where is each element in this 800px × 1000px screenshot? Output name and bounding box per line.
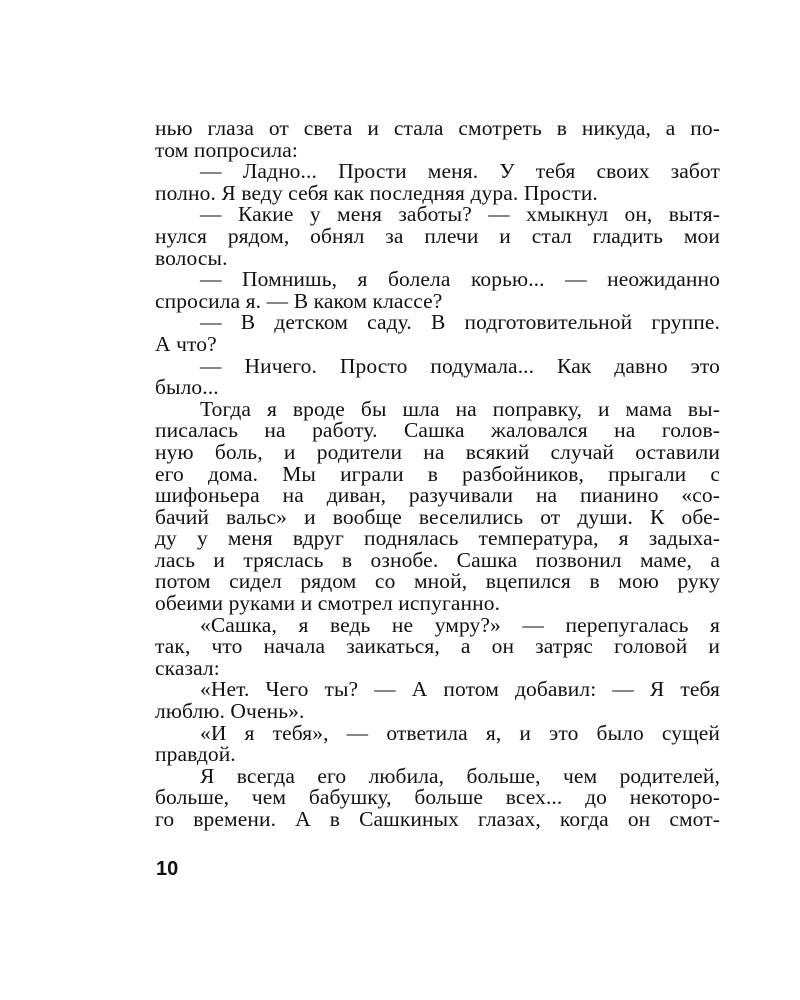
text-line: том попросила:: [155, 137, 298, 162]
text-line: «И я тебя», — ответила я, и это было сущей: [200, 720, 720, 745]
text-line: «Сашка, я ведь не умру?» — перепугалась я: [200, 612, 720, 637]
text-line: спросила я. — В каком классе?: [155, 288, 443, 313]
text-line: — Ничего. Просто подумала... Как давно это: [200, 353, 720, 378]
text-line: потом сидел рядом со мной, вцепился в мою руку: [155, 569, 720, 594]
text-line: — Помнишь, я болела корью... — неожиданно: [200, 267, 720, 292]
text-line: ду у меня вдруг поднялась температура, я задыха-: [155, 526, 720, 551]
text-line: больше, чем бабушку, больше всех... до некоторо-: [155, 785, 720, 810]
text-line: полно. Я веду себя как последняя дура. Прости.: [155, 180, 598, 205]
text-line: нью глаза от света и стала смотреть в никуда, а по-: [155, 116, 720, 140]
text-line: лась и тряслась в ознобе. Сашка позвонил маме, а: [155, 547, 720, 572]
text-line: шифоньера на диван, разучивали на пианино «со-: [155, 483, 720, 508]
text-line: люблю. Очень».: [155, 699, 305, 724]
text-line: ную боль, и родители на всякий случай оставили: [155, 439, 720, 464]
text-line: — В детском саду. В подготовительной группе.: [200, 310, 720, 335]
text-line: А что?: [155, 331, 217, 356]
text-line: бачий вальс» и вообще веселились от души. К обе-: [155, 504, 720, 529]
text-line: так, что начала заикаться, а он затряс головой и: [155, 634, 720, 659]
text-line: обеими руками и смотрел испуганно.: [155, 591, 501, 616]
text-line: было...: [155, 375, 219, 400]
text-line: писалась на работу. Сашка жаловался на голов-: [155, 418, 720, 443]
text-line: нулся рядом, обнял за плечи и стал гладить мои: [155, 223, 720, 248]
text-line: его дома. Мы играли в разбойников, прыгали с: [155, 461, 720, 486]
text-line: сказал:: [155, 655, 220, 680]
text-line: — Ладно... Прости меня. У тебя своих забот: [200, 159, 720, 184]
text-line: го времени. А в Сашкиных глазах, когда он смот-: [155, 807, 720, 831]
text-line: Тогда я вроде бы шла на поправку, и мама вы-: [200, 396, 720, 421]
body-text: [155, 118, 720, 831]
text-line: правдой.: [155, 742, 236, 767]
text-line: «Нет. Чего ты? — А потом добавил: — Я тебя: [200, 677, 720, 702]
text-line: Я всегда его любила, больше, чем родителей,: [200, 763, 720, 788]
text-line: — Какие у меня заботы? — хмыкнул он, вытя-: [200, 202, 720, 227]
text-line: волосы.: [155, 245, 228, 270]
page-number: 10: [156, 858, 179, 880]
